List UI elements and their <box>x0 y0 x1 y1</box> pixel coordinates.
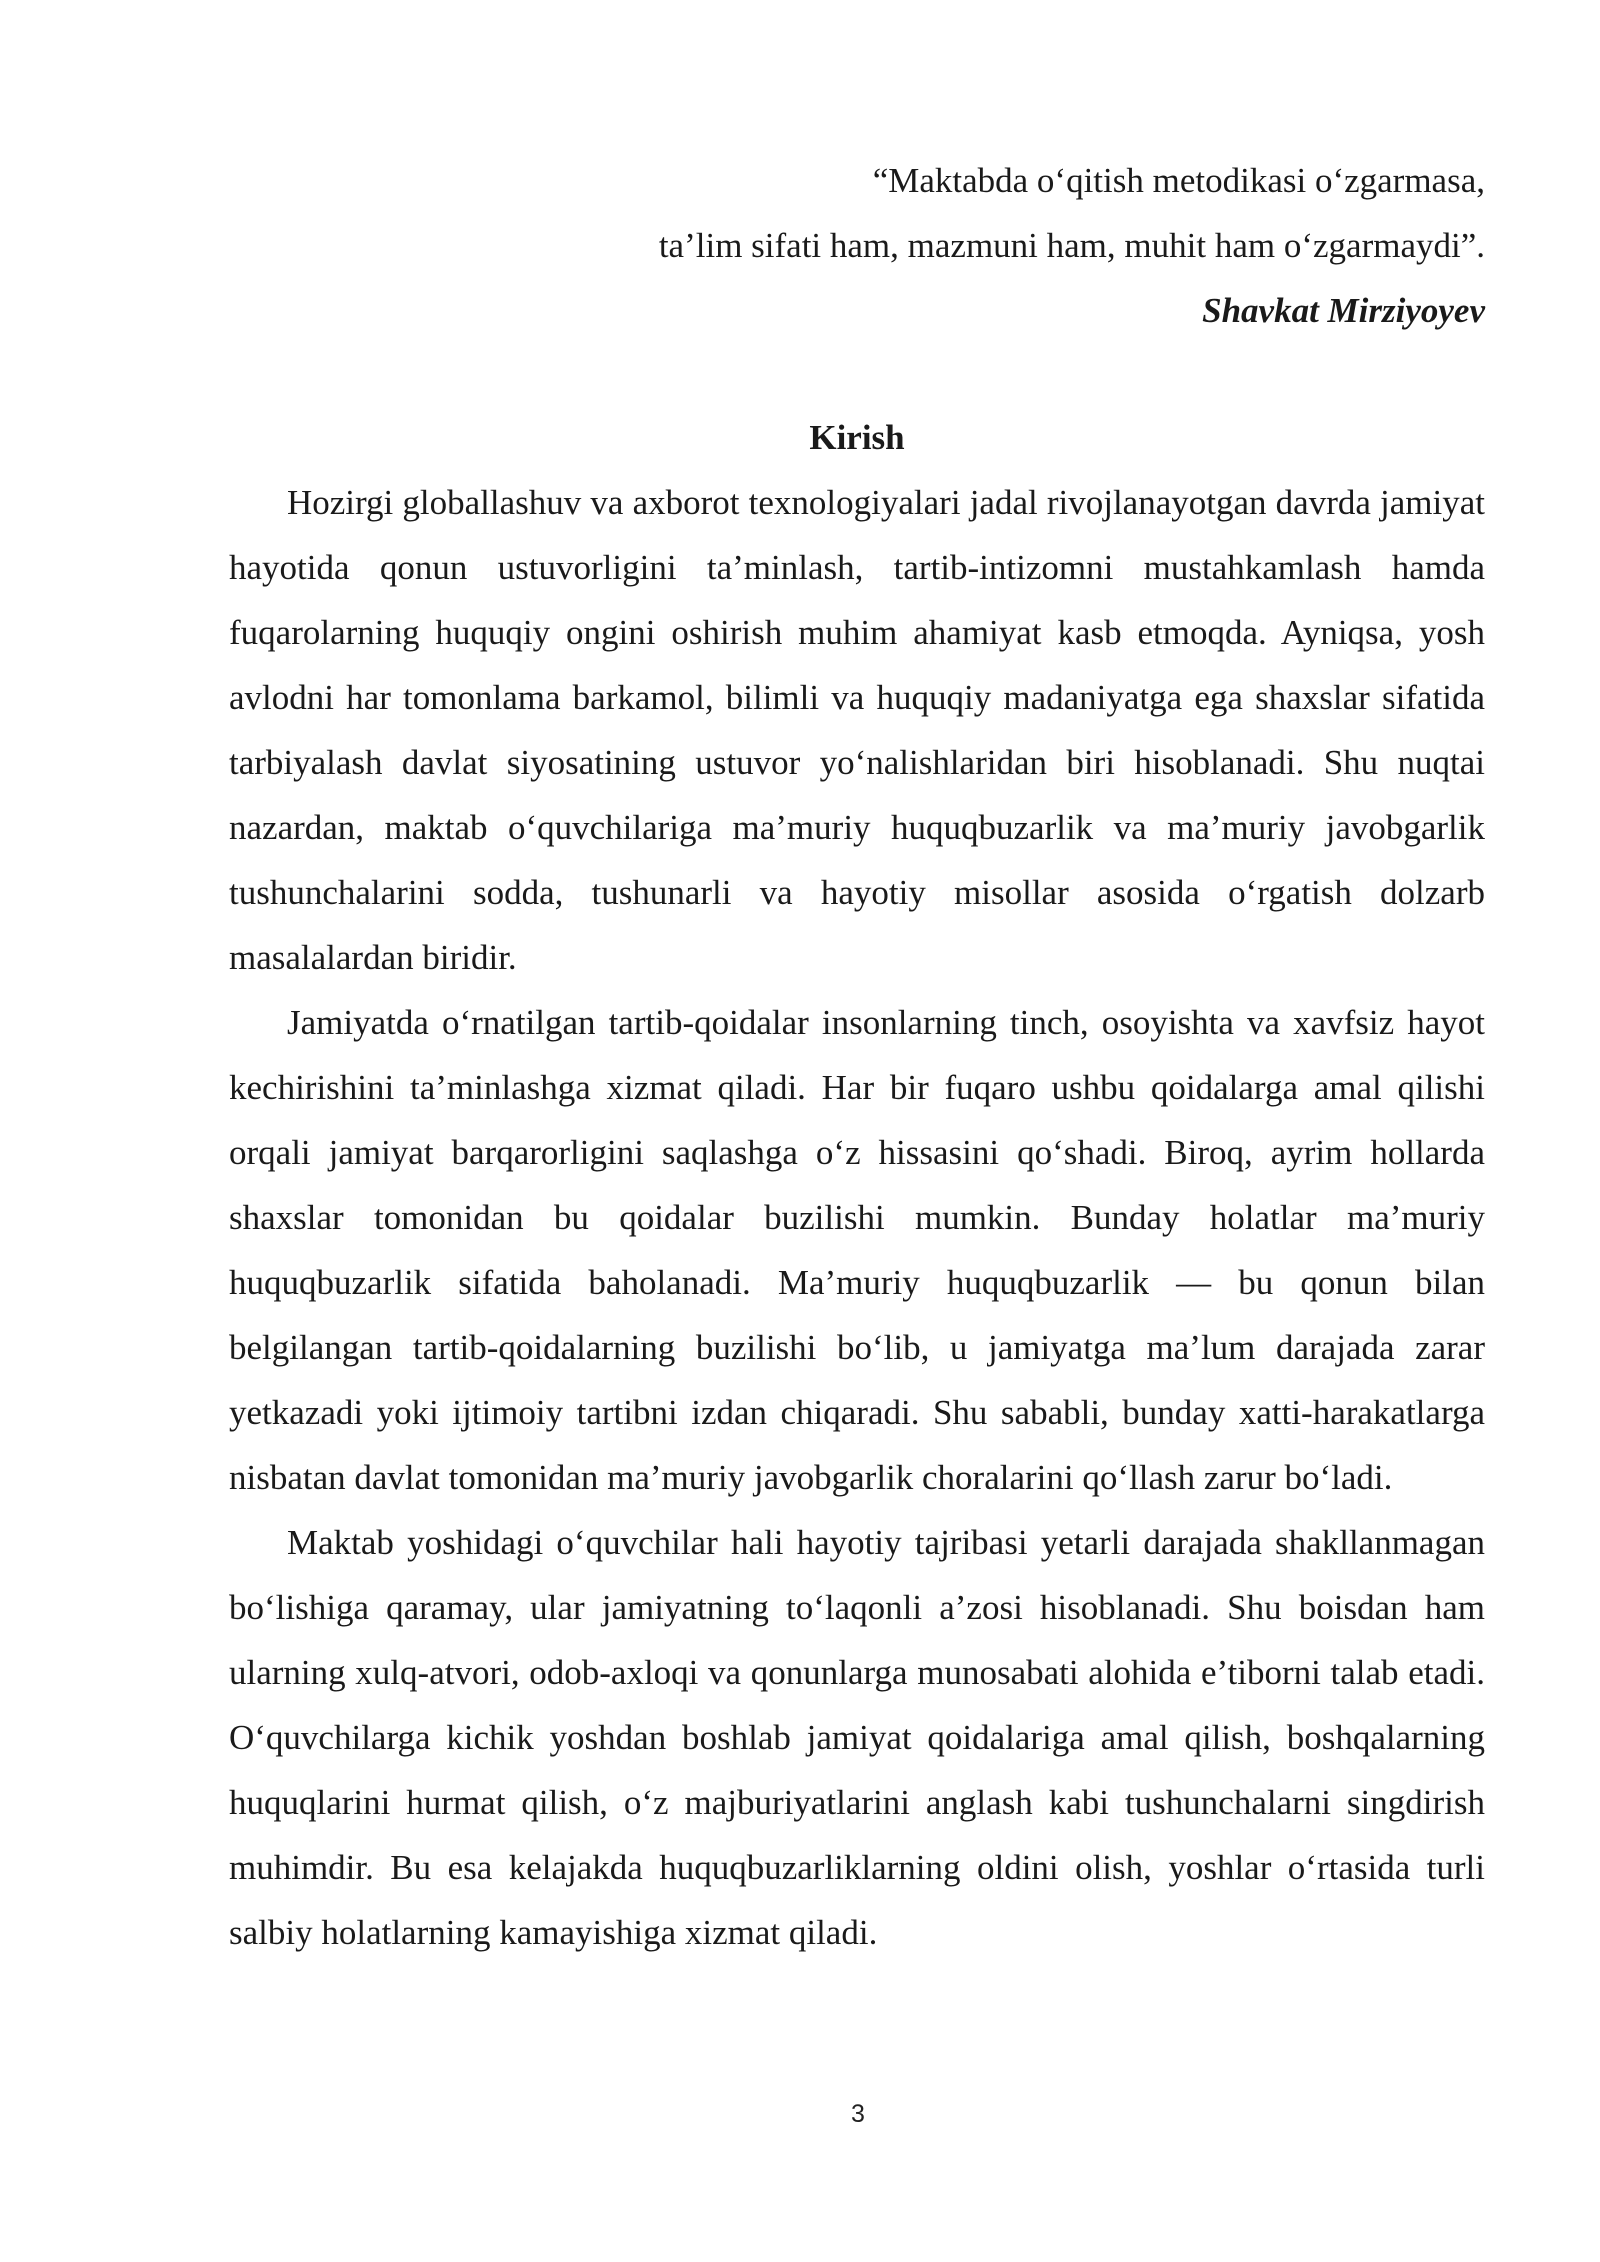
body-paragraph-2: Jamiyatda o‘rnatilgan tartib-qoidalar insonlarning tinch, osoyishta va xavfsiz hayot kechirishini ta’minlashga xizmat qiladi. Har bir fuqaro ushbu qoidalarga amal qilishi orqali jamiyat barqarorligini saqlashga o‘z hissasini qo‘shadi. Biroq, ayrim hollarda shaxslar tomonidan bu qoidalar buzilishi mumkin. Bunday holatlar ma’muriy huquqbuzarlik sifatida baholanadi. Ma’muriy huquqbuzarlik — bu qonun bilan belgilangan tartib-qoidalarning buzilishi bo‘lib, u jamiyatga ma’lum darajada zarar yetkazadi yoki ijtimoiy tartibni izdan chiqaradi. Shu sababli, bunday xatti-harakatlarga nisbatan davlat tomonidan ma’muriy javobgarlik choralarini qo‘llash zarur bo‘ladi. <box>229 1003 1485 1497</box>
body-paragraph-1: Hozirgi globallashuv va axborot texnologiyalari jadal rivojlanayotgan davrda jamiyat hayotida qonun ustuvorligini ta’minlash, tartib-intizomni mustahkamlash hamda fuqarolarning huquqiy ongini oshirish muhim ahamiyat kasb etmoqda. Ayniqsa, yosh avlodni har tomonlama barkamol, bilimli va huquqiy madaniyatga ega shaxslar sifatida tarbiyalash davlat siyosatining ustuvor yo‘nalishlaridan biri hisoblanadi. Shu nuqtai nazardan, maktab o‘quvchilariga ma’muriy huquqbuzarlik va ma’muriy javobgarlik tushunchalarini sodda, tushunarli va hayotiy misollar asosida o‘rgatish dolzarb masalalardan biridir. <box>229 483 1485 977</box>
epigraph-line-2: ta’lim sifati ham, mazmuni ham, muhit ham o‘zgarmaydi”. <box>658 226 1485 265</box>
document-page <box>229 148 1485 1965</box>
epigraph <box>229 148 1485 343</box>
epigraph-author: Shavkat Mirziyoyev <box>1202 291 1485 330</box>
epigraph-line-1: “Maktabda o‘qitish metodikasi o‘zgarmasa, <box>872 161 1485 200</box>
body-paragraph-3: Maktab yoshidagi o‘quvchilar hali hayotiy tajribasi yetarli darajada shakllanmagan bo‘lishiga qaramay, ular jamiyatning to‘laqonli a’zosi hisoblanadi. Shu boisdan ham ularning xulq-atvori, odob-axloqi va qonunlarga munosabati alohida e’tiborni talab etadi. O‘quvchilarga kichik yoshdan boshlab jamiyat qoidalariga amal qilish, boshqalarning huquqlarini hurmat qilish, o‘z majburiyatlarini anglash kabi tushunchalarni singdirish muhimdir. Bu esa kelajakda huquqbuzarliklarning oldini olish, yoshlar o‘rtasida turli salbiy holatlarning kamayishiga xizmat qiladi. <box>229 1523 1485 1952</box>
section-title: Kirish <box>809 418 905 457</box>
page-number: 3 <box>851 2100 865 2128</box>
